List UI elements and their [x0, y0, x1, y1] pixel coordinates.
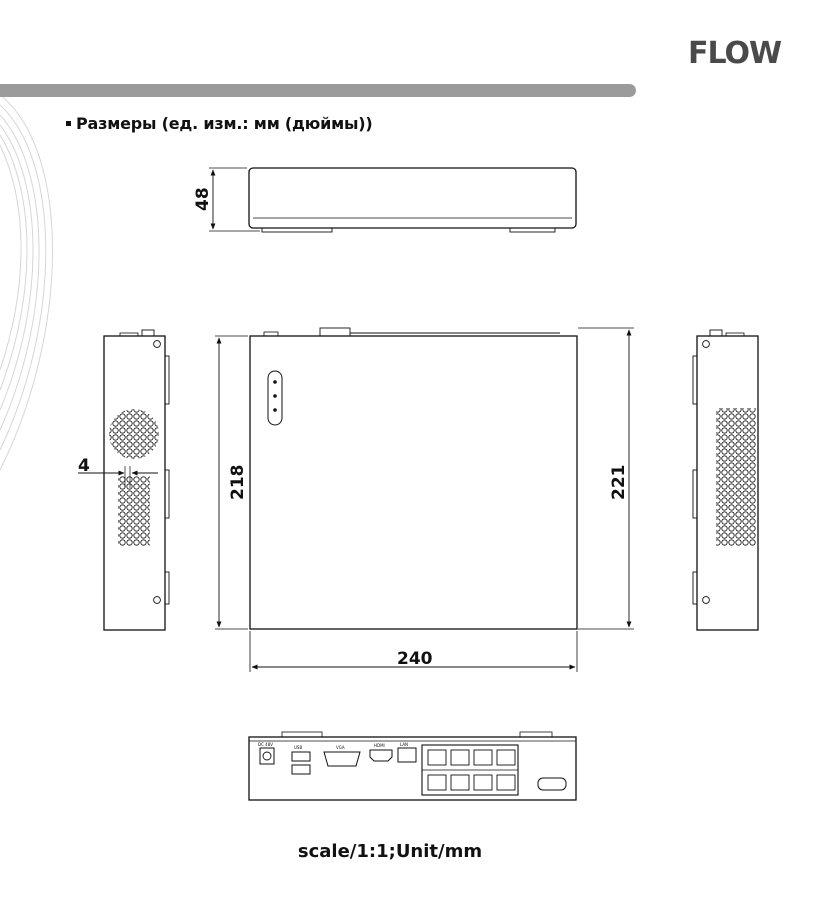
- dim-vent-offset-label: 4: [78, 456, 90, 476]
- port-label-power: DC 48V: [258, 742, 273, 747]
- logo-text: FLOW: [688, 36, 782, 70]
- port-label-vga: VGA: [336, 745, 345, 750]
- port-label-hdmi: HDMI: [374, 743, 385, 748]
- top-view: [215, 328, 634, 672]
- port-label-lan: LAN: [400, 742, 409, 747]
- dim-width-label: 240: [397, 649, 433, 669]
- dim-height-label: 48: [193, 187, 213, 211]
- left-end-view: [78, 330, 169, 630]
- rear-panel-view: [249, 732, 576, 800]
- port-label-usb: USB: [294, 745, 303, 750]
- dim-depth-front-label: 218: [228, 464, 248, 500]
- scale-note: scale/1:1;Unit/mm: [297, 841, 483, 862]
- dim-depth-total-label: 221: [609, 464, 629, 500]
- right-end-view: [693, 330, 758, 630]
- side-view-top: [209, 168, 576, 232]
- section-title: Размеры (ед. изм.: мм (дюймы)): [76, 114, 373, 133]
- rear-port-labels: [258, 742, 408, 750]
